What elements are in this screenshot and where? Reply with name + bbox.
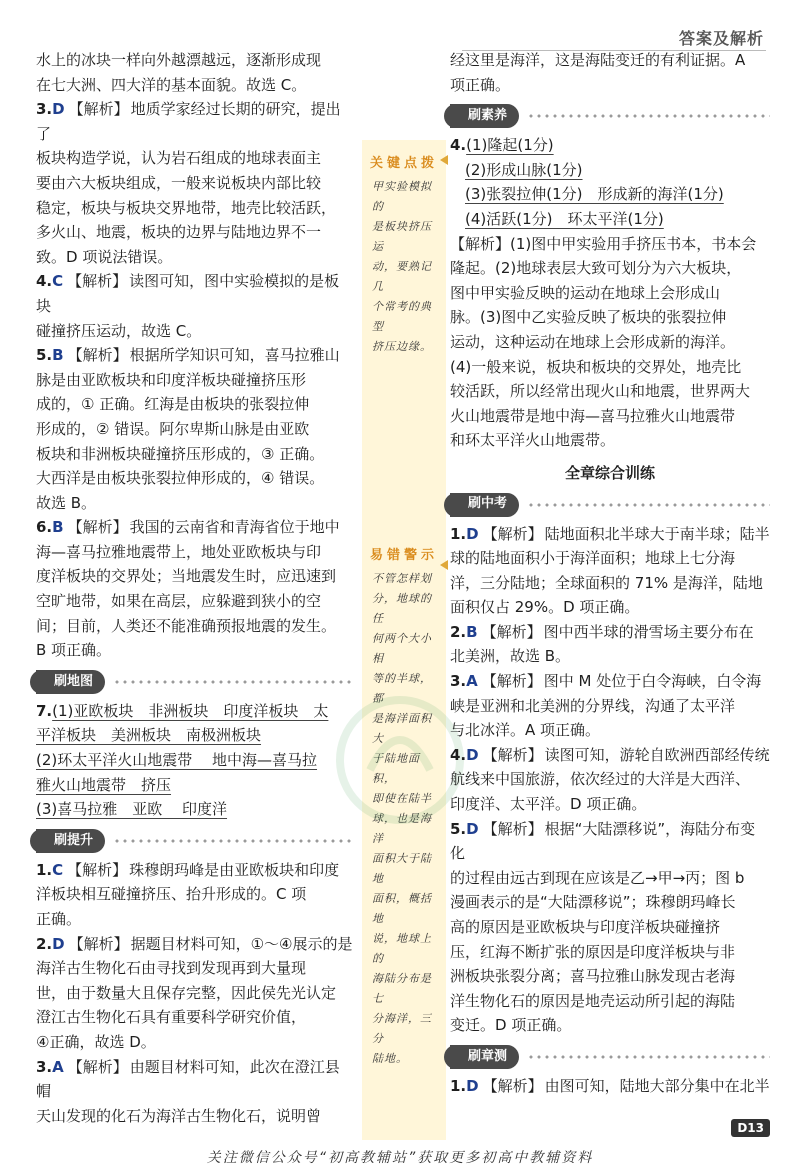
answer-letter: D bbox=[466, 524, 479, 543]
tip1-text bbox=[362, 177, 446, 357]
tip2-line: 即使在陆半 bbox=[372, 792, 432, 805]
section-badge-map bbox=[36, 669, 354, 695]
q4-explain-line: 运动，这种运动在地球上会形成新的海洋。 bbox=[450, 332, 736, 351]
answer-item bbox=[36, 97, 354, 269]
answer-letter: D bbox=[52, 100, 65, 119]
answer-item bbox=[450, 620, 770, 669]
sidebar bbox=[362, 140, 446, 1140]
answer-first-line bbox=[450, 669, 770, 694]
answer-line: 洋板块相互碰撞挤压、抬升形成的。C 项 bbox=[36, 885, 307, 904]
tip2-line: 等的半球，都 bbox=[372, 672, 432, 705]
footer-notice: 关注微信公众号“初高教辅站”获取更多初高中教辅资料 bbox=[206, 1150, 594, 1166]
q7-answer: (1)亚欧板块 非洲板块 印度洋板块 太 bbox=[52, 701, 329, 720]
q7-line bbox=[36, 748, 354, 773]
answer-text: 由题目材料可知，此次在澄江县帽 bbox=[36, 1057, 340, 1101]
q4-explain-line: 火山地震带是地中海—喜马拉雅火山地震带 bbox=[450, 406, 736, 425]
q7-line bbox=[36, 723, 354, 748]
answer-line: 世，由于数量大且保存完整，因此侯先光认定 bbox=[36, 983, 337, 1002]
answer-item bbox=[450, 1074, 770, 1099]
analysis-tag: 【解析】 bbox=[67, 518, 128, 537]
answer-line: 印度洋、太平洋。D 项正确。 bbox=[450, 795, 647, 814]
tip1-line: 个常考的典型 bbox=[372, 300, 432, 333]
answer-line: 高的原因是亚欧板块与印度洋板块碰撞挤 bbox=[450, 918, 721, 936]
left-column bbox=[36, 48, 354, 1128]
analysis-tag: 【解析】 bbox=[68, 934, 129, 953]
answer-line: 故选 B。 bbox=[36, 493, 97, 512]
item-number: 1. bbox=[450, 524, 467, 543]
answer-line: 大西洋是由板块张裂拉伸形成的，④ 错误。 bbox=[36, 469, 325, 488]
answer-line: 北美洲，故选 B。 bbox=[450, 647, 571, 666]
answer-first-line bbox=[450, 1074, 770, 1099]
header-label: 答案及解析 bbox=[678, 29, 764, 48]
left-items-2 bbox=[36, 858, 354, 1129]
page-number: D13 bbox=[731, 1119, 770, 1137]
item-number: 6. bbox=[36, 518, 53, 537]
item-number: 2. bbox=[36, 934, 53, 953]
answer-letter: B bbox=[52, 518, 64, 537]
tip2-line: 何两个大小相 bbox=[372, 632, 432, 665]
item-number: 7. bbox=[36, 701, 53, 720]
tip2-line: 是海洋面积大 bbox=[372, 712, 432, 745]
item-number: 3. bbox=[450, 672, 467, 691]
answer-line: 脉是由亚欧板块和印度洋板块碰撞挤压形 bbox=[36, 370, 307, 389]
analysis-tag: 【解析】 bbox=[68, 100, 129, 119]
answer-text: 读图可知，图中实验模拟的是板块 bbox=[36, 272, 340, 315]
answer-letter: D bbox=[52, 934, 65, 953]
answer-line: 正确。 bbox=[36, 910, 82, 928]
answer-letter: D bbox=[466, 1076, 479, 1095]
tip2-line: 面积大于陆地 bbox=[372, 852, 432, 885]
answer-item bbox=[36, 515, 354, 663]
answer-text: 地质学家经过长期的研究，提出了 bbox=[36, 100, 341, 143]
answer-line: 海洋古生物化石由寻找到发现再到大量现 bbox=[36, 959, 307, 978]
answer-item bbox=[36, 269, 354, 343]
left-items bbox=[36, 97, 354, 663]
answer-line: 洋，三分陆地；全球面积的 71% 是海洋，陆地 bbox=[450, 573, 763, 592]
tip2-title: 易错警示 bbox=[369, 548, 438, 563]
q4-explain-line: 和环太平洋火山地震带。 bbox=[450, 431, 616, 450]
section-badge-up bbox=[36, 828, 354, 854]
analysis-tag: 【解析】 bbox=[67, 272, 128, 291]
q4-answer: (4)活跃(1分) 环太平洋(1分) bbox=[465, 209, 664, 228]
q4-answer-line bbox=[450, 207, 770, 232]
right-items bbox=[450, 522, 770, 1038]
answer-first-line bbox=[36, 932, 354, 957]
answer-first-line bbox=[36, 343, 354, 368]
answer-line: 板块和非洲板块碰撞挤压形成的，③ 正确。 bbox=[36, 444, 325, 463]
intro-line: 经这里是海洋，这是海陆变迁的有利证据。A bbox=[450, 51, 746, 69]
answer-line: 要由六大板块组成，一般来说板块内部比较 bbox=[36, 173, 322, 192]
item-number: 4. bbox=[450, 745, 467, 764]
answer-item bbox=[36, 932, 354, 1055]
answer-line: 压，红海不断扩张的原因是印度洋板块与非 bbox=[450, 942, 736, 961]
answer-line: 峡是亚洲和北美洲的分界线，沟通了太平洋 bbox=[450, 696, 736, 715]
item-indent bbox=[450, 161, 465, 179]
answer-text: 珠穆朗玛峰是由亚欧板块和印度 bbox=[129, 860, 340, 879]
tip2-line: 分海洋，三分 bbox=[372, 1012, 432, 1045]
answer-letter: C bbox=[52, 272, 64, 291]
intro-line: 项正确。 bbox=[450, 75, 511, 94]
left-intro bbox=[36, 48, 354, 97]
q7-answer: (2)环太平洋火山地震带 地中海—喜马拉 bbox=[36, 751, 318, 770]
answer-letter: C bbox=[52, 860, 64, 879]
q7-answer: 平洋板块 美洲板块 南极洲板块 bbox=[36, 726, 262, 745]
answer-line: 洋生物化石的原因是地壳运动所引起的海陆 bbox=[450, 991, 736, 1010]
answer-text: 陆地面积北半球大于南半球；陆半 bbox=[544, 524, 770, 543]
q7-line bbox=[36, 797, 354, 822]
q7-answer: 雅火山地震带 挤压 bbox=[36, 775, 172, 794]
answer-line: 成的，① 正确。红海是由板块的张裂拉伸 bbox=[36, 395, 310, 414]
answer-line: 稳定，板块与板块交界地带，地壳比较活跃， bbox=[36, 198, 337, 217]
q4-explain-line: 图中甲实验反映的运动在地球上会形成山 bbox=[450, 283, 721, 302]
tip2-line: 分，地球的任 bbox=[372, 592, 432, 625]
answer-text: 图中 M 处位于白令海峡，白令海 bbox=[543, 672, 762, 691]
answer-line: 澄江古生物化石具有重要科学研究价值， bbox=[36, 1008, 307, 1027]
intro-line: 水上的冰块一样向外越漂越远，逐渐形成现 bbox=[36, 51, 322, 69]
answer-item bbox=[450, 669, 770, 743]
answer-line: 漫画表示的是“大陆漂移说”；珠穆朗玛峰长 bbox=[450, 893, 736, 912]
question-4-quality bbox=[450, 133, 770, 453]
answer-line: 与北冰洋。A 项正确。 bbox=[450, 721, 601, 740]
answer-line: B 项正确。 bbox=[36, 641, 112, 660]
answer-first-line bbox=[36, 858, 354, 883]
item-number: 5. bbox=[36, 346, 53, 365]
answer-first-line bbox=[450, 817, 770, 866]
answer-item bbox=[450, 743, 770, 817]
tip2-line: 不管怎样划 bbox=[372, 572, 432, 585]
analysis-tag: 【解析】 bbox=[67, 346, 128, 365]
badge-zc: 刷章测 bbox=[450, 1045, 519, 1069]
item-number: 3. bbox=[36, 100, 53, 119]
answer-letter: D bbox=[466, 745, 479, 764]
intro-line: 在七大洲、四大洋的基本面貌。故选 C。 bbox=[36, 75, 307, 94]
badge-zk: 刷中考 bbox=[450, 493, 519, 517]
badge-up: 刷提升 bbox=[36, 829, 105, 853]
q4-answer: (1)隆起(1分) bbox=[466, 136, 554, 155]
answer-line: 航线来中国旅游，依次经过的大洋是大西洋、 bbox=[450, 770, 751, 789]
tip2-line: 说，地球上的 bbox=[372, 932, 432, 965]
analysis-tag: 【解析】 bbox=[67, 1057, 128, 1076]
right-last bbox=[450, 1074, 770, 1099]
analysis-tag: 【解析】 bbox=[482, 819, 543, 838]
answer-line: 海—喜马拉雅地震带上，地处亚欧板块与印 bbox=[36, 542, 322, 561]
answer-line: 变迁。D 项正确。 bbox=[450, 1016, 572, 1035]
q4-explain-line: 脉。(3)图中乙实验反映了板块的张裂拉伸 bbox=[450, 308, 727, 327]
answer-text: 读图可知，游轮自欧洲西部经传统 bbox=[544, 745, 770, 764]
answer-line: 的过程由远古到现在应该是乙→甲→丙；图 b bbox=[450, 868, 745, 887]
right-column bbox=[450, 48, 770, 1099]
analysis-tag: 【解析】 bbox=[482, 745, 543, 764]
tip1-line: 动，要熟记几 bbox=[372, 260, 432, 293]
tip1-line: 是板块挤压运 bbox=[372, 220, 432, 253]
item-indent bbox=[450, 185, 465, 203]
q7-line bbox=[36, 773, 354, 798]
q4-answer-line bbox=[450, 133, 770, 158]
answer-line: 形成的，② 错误。阿尔卑斯山脉是由亚欧 bbox=[36, 419, 310, 438]
answer-item bbox=[450, 817, 770, 1038]
q4-explain-line: 【解析】(1)图中甲实验用手挤压书本，书本会 bbox=[450, 234, 757, 253]
answer-item bbox=[36, 858, 354, 932]
answer-text: 根据“大陆漂移说”，海陆分布变化 bbox=[450, 819, 756, 863]
answer-line: 空旷地带，如果在高层，应躲避到狭小的空 bbox=[36, 592, 322, 611]
analysis-tag: 【解析】 bbox=[482, 524, 543, 543]
item-number: 1. bbox=[450, 1076, 467, 1095]
tip1-line: 挤压边缘。 bbox=[372, 340, 432, 353]
answer-line: 致。D 项说法错误。 bbox=[36, 247, 173, 266]
item-number: 5. bbox=[450, 819, 467, 838]
q4-answer-line bbox=[450, 158, 770, 183]
answer-first-line bbox=[450, 743, 770, 768]
tip2-line: 于陆地面积， bbox=[372, 752, 420, 785]
item-number: 2. bbox=[450, 622, 467, 641]
answer-letter: A bbox=[52, 1057, 64, 1076]
answer-line: 板块构造学说，认为岩石组成的地球表面主 bbox=[36, 149, 322, 168]
answer-line: 碰撞挤压运动，故选 C。 bbox=[36, 321, 202, 340]
tip2-arrow bbox=[440, 560, 448, 570]
section-badge-zc bbox=[450, 1044, 770, 1070]
answer-first-line bbox=[450, 620, 770, 645]
tip2-line: 陆地。 bbox=[372, 1052, 408, 1065]
analysis-tag: 【解析】 bbox=[482, 1076, 543, 1095]
tip2-line: 球，也是海洋 bbox=[372, 812, 432, 845]
question-7 bbox=[36, 699, 354, 822]
answer-text: 我国的云南省和青海省位于地中 bbox=[129, 518, 340, 537]
answer-first-line bbox=[36, 269, 354, 318]
answer-item bbox=[36, 1055, 354, 1129]
item-number: 1. bbox=[36, 860, 53, 879]
analysis-tag: 【解析】 bbox=[67, 860, 128, 879]
analysis-tag: 【解析】 bbox=[481, 622, 542, 641]
tip2-line: 海陆分布是七 bbox=[372, 972, 432, 1005]
q4-answer-line bbox=[450, 182, 770, 207]
answer-first-line bbox=[36, 515, 354, 540]
answer-line: 多火山、地震，板块的边界与陆地边界不一 bbox=[36, 223, 322, 242]
analysis-tag: 【解析】 bbox=[481, 672, 542, 691]
answer-letter: A bbox=[466, 672, 478, 691]
answer-first-line bbox=[36, 1055, 354, 1104]
answer-text: 图中西半球的滑雪场主要分布在 bbox=[543, 622, 754, 641]
badge-map: 刷地图 bbox=[36, 670, 105, 694]
answer-letter: D bbox=[466, 819, 479, 838]
answer-line: 间；目前，人类还不能准确预报地震的发生。 bbox=[36, 616, 337, 635]
section-badge-su bbox=[450, 103, 770, 129]
badge-su: 刷素养 bbox=[450, 104, 519, 128]
answer-text: 由图可知，陆地大部分集中在北半 bbox=[544, 1076, 770, 1095]
answer-line: 度洋板块的交界处；当地震发生时，应迅速到 bbox=[36, 567, 337, 586]
item-number: 3. bbox=[36, 1057, 53, 1076]
answer-text: 据题目材料可知，①～④展示的是 bbox=[130, 934, 353, 953]
answer-line: 面积仅占 29%。D 项正确。 bbox=[450, 598, 640, 617]
answer-line: ④正确，故选 D。 bbox=[36, 1032, 156, 1051]
tip1-title: 关键点拨 bbox=[369, 156, 438, 171]
q4-explain-line: 较活跃，所以经常出现火山和地震，世界两大 bbox=[450, 382, 751, 401]
answer-letter: B bbox=[52, 346, 64, 365]
section-badge-zk bbox=[450, 492, 770, 518]
answer-line: 球的陆地面积小于海洋面积；地球上七分海 bbox=[450, 549, 736, 568]
right-intro bbox=[450, 48, 770, 97]
tip1-line: 甲实验模拟的 bbox=[372, 180, 432, 213]
answer-line: 天山发现的化石为海洋古生物化石，说明曾 bbox=[36, 1106, 322, 1125]
item-number: 4. bbox=[450, 136, 467, 155]
q4-explain-line: 隆起。(2)地球表层大致可划分为六大板块， bbox=[450, 259, 742, 278]
answer-line: 洲板块张裂分离；喜马拉雅山脉发现古老海 bbox=[450, 967, 736, 986]
answer-first-line bbox=[450, 522, 770, 547]
answer-text: 根据所学知识可知，喜马拉雅山 bbox=[129, 346, 340, 365]
answer-first-line bbox=[36, 97, 354, 146]
q7-answer: (3)喜马拉雅 亚欧 印度洋 bbox=[36, 800, 228, 819]
chapter-subtitle: 全章综合训练 bbox=[564, 463, 655, 482]
q4-explain-line: (4)一般来说，板块和板块的交界处，地壳比 bbox=[450, 357, 742, 376]
answer-letter: B bbox=[466, 622, 478, 641]
item-indent bbox=[450, 210, 465, 228]
answer-item bbox=[36, 343, 354, 515]
tip2-line: 面积，概括地 bbox=[372, 892, 432, 925]
q4-answer: (2)形成山脉(1分) bbox=[465, 160, 583, 179]
item-number: 4. bbox=[36, 272, 53, 291]
answer-item bbox=[450, 522, 770, 620]
q4-answer: (3)张裂拉伸(1分) 形成新的海洋(1分) bbox=[465, 185, 724, 204]
q7-line bbox=[36, 699, 354, 724]
tip1-arrow bbox=[440, 155, 448, 165]
